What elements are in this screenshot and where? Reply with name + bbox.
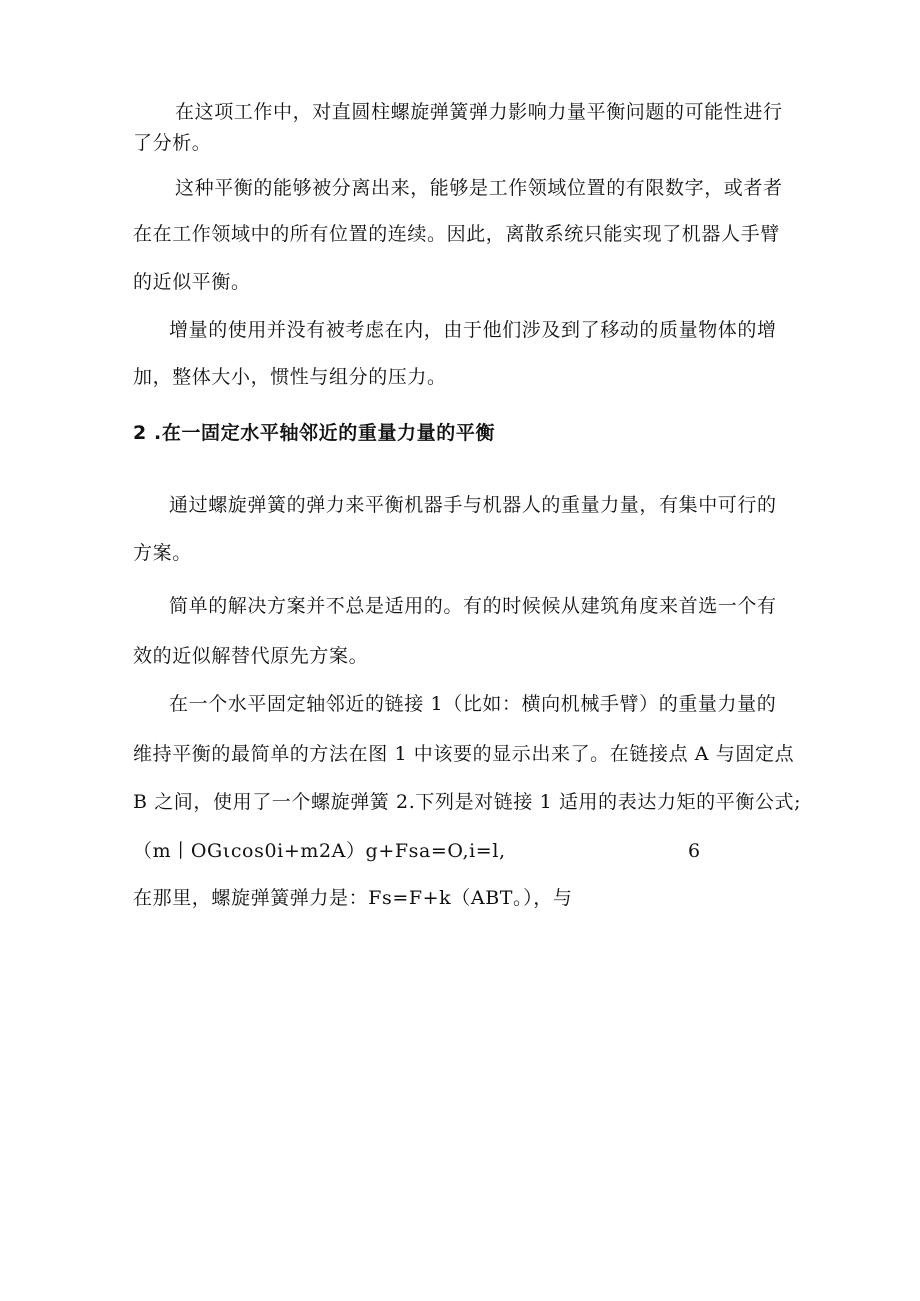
paragraph-3-line-1: 增量的使用并没有被考虑在内，由于他们涉及到了移动的质量物体的增 [169,319,777,341]
paragraph-4-line-2: 方案。 [133,542,192,564]
equation: （m丨OGιcos0i+m2A）g+Fsa=O,i=l, [133,840,506,862]
paragraph-2-line-2: 在在工作领域中的所有位置的连续。因此，离散系统只能实现了机器人手臂 [133,223,780,245]
paragraph-2-line-3: 的近似平衡。 [133,271,251,293]
paragraph-3-line-2: 加，整体大小，惯性与组分的压力。 [133,366,447,388]
paragraph-1-line-2: 了分析。 [133,132,212,154]
paragraph-2-line-1: 这种平衡的能够被分离出来，能够是工作领域位置的有限数字，或者者 [175,177,783,199]
paragraph-5-line-1: 简单的解决方案并不总是适用的。有的时候候从建筑角度来首选一个有 [169,595,777,617]
equation-number: 6 [688,840,701,862]
paragraph-6-line-2: 维持平衡的最简单的方法在图 1 中该要的显示出来了。在链接点 A 与固定点 [133,743,795,765]
paragraph-4-line-1: 通过螺旋弹簧的弹力来平衡机器手与机器人的重量力量，有集中可行的 [169,494,777,516]
paragraph-6-line-3: B 之间，使用了一个螺旋弹簧 2.下列是对链接 1 适用的表达力矩的平衡公式; [133,791,802,813]
paragraph-6-line-1: 在一个水平固定轴邻近的链接 1（比如：横向机械手臂）的重量力量的 [169,693,777,715]
paragraph-5-line-2: 效的近似解替代原先方案。 [133,645,369,667]
closing-line: 在那里，螺旋弹簧弹力是：Fs=F+k（ABT。），与 [133,887,573,909]
section-heading: 2 .在一固定水平轴邻近的重量力量的平衡 [133,422,496,444]
paragraph-1-line-1: 在这项工作中，对直圆柱螺旋弹簧弹力影响力量平衡问题的可能性进行 [175,101,783,123]
